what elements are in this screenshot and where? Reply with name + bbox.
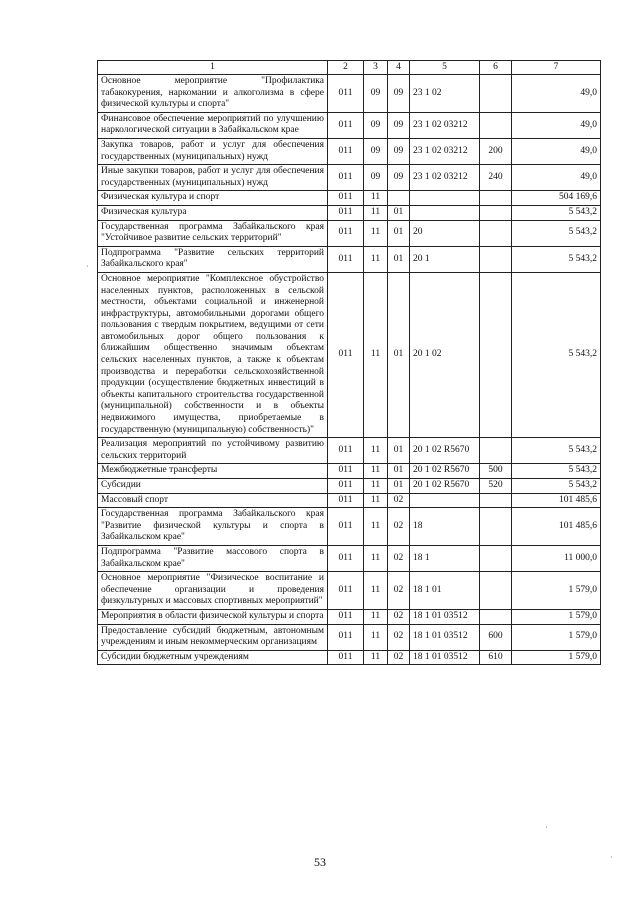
admin-code-cell: 011 (328, 75, 364, 113)
target-code-cell: 18 1 01 (410, 572, 480, 610)
row-name-cell: Межбюджетные трансферты (98, 464, 328, 479)
amount-cell: 101 485,6 (512, 493, 601, 508)
section-code-cell: 11 (364, 246, 388, 272)
subsection-code-cell: 02 (388, 545, 410, 571)
target-code-cell (410, 205, 480, 220)
table-row (98, 493, 601, 508)
row-name-cell: Основное мероприятие "Комплексное обустройство населенных пунктов, расположенных в сельской местности, объектами социальной и инженерной инфраструктуры, автомобильными дорогами общего пользования с твердым покрытием, ведущими от сети автомобильных дорог общего пользования к ближайшим общественно значимым объектам сельских населенных пунктов, а также к объектам производства и переработки сельскохозяйственной продукции (осуществление бюджетных инвестиций в объекты капитального строительства государственной (муниципальной) собственности и в объекты недвижимого имущества, приобретаемые в государственную (муниципальную) собственность)" (98, 272, 328, 437)
amount-cell: 5 543,2 (512, 464, 601, 479)
subsection-code-cell: 01 (388, 479, 410, 494)
expense-type-cell (480, 572, 512, 610)
section-code-cell: 11 (364, 650, 388, 665)
subsection-code-cell: 01 (388, 246, 410, 272)
row-name-cell: Реализация мероприятий по устойчивому развитию сельских территорий (98, 438, 328, 464)
target-code-cell: 18 1 01 03512 (410, 609, 480, 624)
amount-cell: 5 543,2 (512, 220, 601, 246)
target-code-cell: 18 1 01 03512 (410, 624, 480, 650)
target-code-cell: 23 1 02 03212 (410, 112, 480, 138)
table-row (98, 191, 601, 206)
target-code-cell: 20 1 02 R5670 (410, 438, 480, 464)
target-code-cell: 23 1 02 03212 (410, 138, 480, 164)
target-code-cell: 23 1 02 03212 (410, 165, 480, 191)
admin-code-cell: 011 (328, 220, 364, 246)
admin-code-cell: 011 (328, 272, 364, 437)
amount-cell: 1 579,0 (512, 572, 601, 610)
admin-code-cell: 011 (328, 464, 364, 479)
table-row (98, 438, 601, 464)
table-row (98, 112, 601, 138)
admin-code-cell: 011 (328, 545, 364, 571)
target-code-cell: 18 (410, 508, 480, 546)
section-code-cell: 11 (364, 438, 388, 464)
row-name-cell: Субсидии (98, 479, 328, 494)
admin-code-cell: 011 (328, 205, 364, 220)
table-row (98, 545, 601, 571)
section-code-cell: 11 (364, 508, 388, 546)
admin-code-cell: 011 (328, 112, 364, 138)
target-code-cell: 20 1 02 R5670 (410, 479, 480, 494)
section-code-cell: 11 (364, 272, 388, 437)
subsection-code-cell (388, 191, 410, 206)
subsection-code-cell: 01 (388, 220, 410, 246)
admin-code-cell: 011 (328, 479, 364, 494)
table-row (98, 624, 601, 650)
subsection-code-cell: 01 (388, 272, 410, 437)
subsection-code-cell: 02 (388, 572, 410, 610)
table-row (98, 464, 601, 479)
table-row (98, 138, 601, 164)
admin-code-cell: 011 (328, 624, 364, 650)
expense-type-cell (480, 545, 512, 571)
table-row (98, 572, 601, 610)
table-row (98, 205, 601, 220)
table-row (98, 165, 601, 191)
column-header: 7 (512, 61, 601, 75)
admin-code-cell: 011 (328, 493, 364, 508)
row-name-cell: Физическая культура и спорт (98, 191, 328, 206)
target-code-cell: 20 (410, 220, 480, 246)
row-name-cell: Иные закупки товаров, работ и услуг для обеспечения государственных (муниципальных) нужд (98, 165, 328, 191)
target-code-cell (410, 191, 480, 206)
expense-type-cell (480, 508, 512, 546)
expense-type-cell: 600 (480, 624, 512, 650)
amount-cell: 1 579,0 (512, 609, 601, 624)
column-header: 3 (364, 61, 388, 75)
column-header: 5 (410, 61, 480, 75)
admin-code-cell: 011 (328, 138, 364, 164)
amount-cell: 11 000,0 (512, 545, 601, 571)
row-name-cell: Государственная программа Забайкальского края "Развитие физической культуры и спорта в Забайкальском крае" (98, 508, 328, 546)
page-number: 53 (314, 855, 326, 869)
admin-code-cell: 011 (328, 650, 364, 665)
amount-cell: 49,0 (512, 165, 601, 191)
amount-cell: 5 543,2 (512, 205, 601, 220)
subsection-code-cell: 02 (388, 609, 410, 624)
amount-cell: 49,0 (512, 75, 601, 113)
subsection-code-cell: 09 (388, 75, 410, 113)
section-code-cell: 11 (364, 609, 388, 624)
admin-code-cell: 011 (328, 165, 364, 191)
amount-cell: 5 543,2 (512, 272, 601, 437)
subsection-code-cell: 02 (388, 508, 410, 546)
amount-cell: 5 543,2 (512, 246, 601, 272)
section-code-cell: 11 (364, 205, 388, 220)
expense-type-cell (480, 112, 512, 138)
scan-speck: · (86, 262, 89, 271)
section-code-cell: 11 (364, 572, 388, 610)
row-name-cell: Государственная программа Забайкальского края "Устойчивое развитие сельских территорий" (98, 220, 328, 246)
expense-type-cell (480, 272, 512, 437)
amount-cell: 1 579,0 (512, 624, 601, 650)
row-name-cell: Подпрограмма "Развитие сельских территорий Забайкальского края" (98, 246, 328, 272)
table-row (98, 479, 601, 494)
expense-type-cell (480, 609, 512, 624)
row-name-cell: Мероприятия в области физической культуры и спорта (98, 609, 328, 624)
subsection-code-cell: 09 (388, 112, 410, 138)
admin-code-cell: 011 (328, 609, 364, 624)
column-header: 2 (328, 61, 364, 75)
expense-type-cell (480, 75, 512, 113)
table-row (98, 609, 601, 624)
amount-cell: 5 543,2 (512, 479, 601, 494)
table-body (98, 75, 601, 665)
expense-type-cell: 200 (480, 138, 512, 164)
row-name-cell: Массовый спорт (98, 493, 328, 508)
section-code-cell: 09 (364, 138, 388, 164)
amount-cell: 504 169,6 (512, 191, 601, 206)
row-name-cell: Финансовое обеспечение мероприятий по улучшению наркологической ситуации в Забайкальском крае (98, 112, 328, 138)
expense-type-cell (480, 246, 512, 272)
target-code-cell: 18 1 01 03512 (410, 650, 480, 665)
section-code-cell: 11 (364, 493, 388, 508)
subsection-code-cell: 02 (388, 650, 410, 665)
expense-type-cell (480, 220, 512, 246)
admin-code-cell: 011 (328, 246, 364, 272)
section-code-cell: 11 (364, 220, 388, 246)
subsection-code-cell: 01 (388, 464, 410, 479)
expense-type-cell (480, 493, 512, 508)
subsection-code-cell: 02 (388, 493, 410, 508)
column-header: 1 (98, 61, 328, 75)
table-row (98, 508, 601, 546)
budget-table (97, 60, 601, 665)
expense-type-cell (480, 205, 512, 220)
section-code-cell: 09 (364, 165, 388, 191)
section-code-cell: 11 (364, 624, 388, 650)
section-code-cell: 09 (364, 75, 388, 113)
scan-speck: · (545, 823, 548, 832)
expense-type-cell (480, 191, 512, 206)
amount-cell: 1 579,0 (512, 650, 601, 665)
target-code-cell (410, 493, 480, 508)
section-code-cell: 11 (364, 545, 388, 571)
amount-cell: 101 485,6 (512, 508, 601, 546)
section-code-cell: 11 (364, 479, 388, 494)
expense-type-cell: 240 (480, 165, 512, 191)
row-name-cell: Закупка товаров, работ и услуг для обеспечения государственных (муниципальных) нужд (98, 138, 328, 164)
target-code-cell: 23 1 02 (410, 75, 480, 113)
amount-cell: 5 543,2 (512, 438, 601, 464)
section-code-cell: 11 (364, 464, 388, 479)
table-row (98, 650, 601, 665)
expense-type-cell: 610 (480, 650, 512, 665)
row-name-cell: Основное мероприятие "Физическое воспитание и обеспечение организации и проведения физкультурных и массовых спортивных мероприятий" (98, 572, 328, 610)
expense-type-cell: 500 (480, 464, 512, 479)
subsection-code-cell: 01 (388, 205, 410, 220)
subsection-code-cell: 09 (388, 138, 410, 164)
table-row (98, 75, 601, 113)
admin-code-cell: 011 (328, 508, 364, 546)
target-code-cell: 18 1 (410, 545, 480, 571)
target-code-cell: 20 1 02 R5670 (410, 464, 480, 479)
admin-code-cell: 011 (328, 191, 364, 206)
scan-speck: · (610, 853, 613, 862)
subsection-code-cell: 09 (388, 165, 410, 191)
subsection-code-cell: 02 (388, 624, 410, 650)
amount-cell: 49,0 (512, 138, 601, 164)
table-row (98, 220, 601, 246)
expense-type-cell (480, 438, 512, 464)
table-header-row (98, 61, 601, 75)
target-code-cell: 20 1 (410, 246, 480, 272)
row-name-cell: Физическая культура (98, 205, 328, 220)
expense-type-cell: 520 (480, 479, 512, 494)
row-name-cell: Субсидии бюджетным учреждениям (98, 650, 328, 665)
table-row (98, 272, 601, 437)
admin-code-cell: 011 (328, 438, 364, 464)
column-header: 6 (480, 61, 512, 75)
subsection-code-cell: 01 (388, 438, 410, 464)
table-row (98, 246, 601, 272)
admin-code-cell: 011 (328, 572, 364, 610)
row-name-cell: Основное мероприятие "Профилактика табакокурения, наркомании и алкоголизма в сфере физической культуры и спорта" (98, 75, 328, 113)
target-code-cell: 20 1 02 (410, 272, 480, 437)
section-code-cell: 11 (364, 191, 388, 206)
column-header: 4 (388, 61, 410, 75)
row-name-cell: Предоставление субсидий бюджетным, автономным учреждениям и иным некоммерческим организациям (98, 624, 328, 650)
amount-cell: 49,0 (512, 112, 601, 138)
section-code-cell: 09 (364, 112, 388, 138)
row-name-cell: Подпрограмма "Развитие массового спорта в Забайкальском крае" (98, 545, 328, 571)
